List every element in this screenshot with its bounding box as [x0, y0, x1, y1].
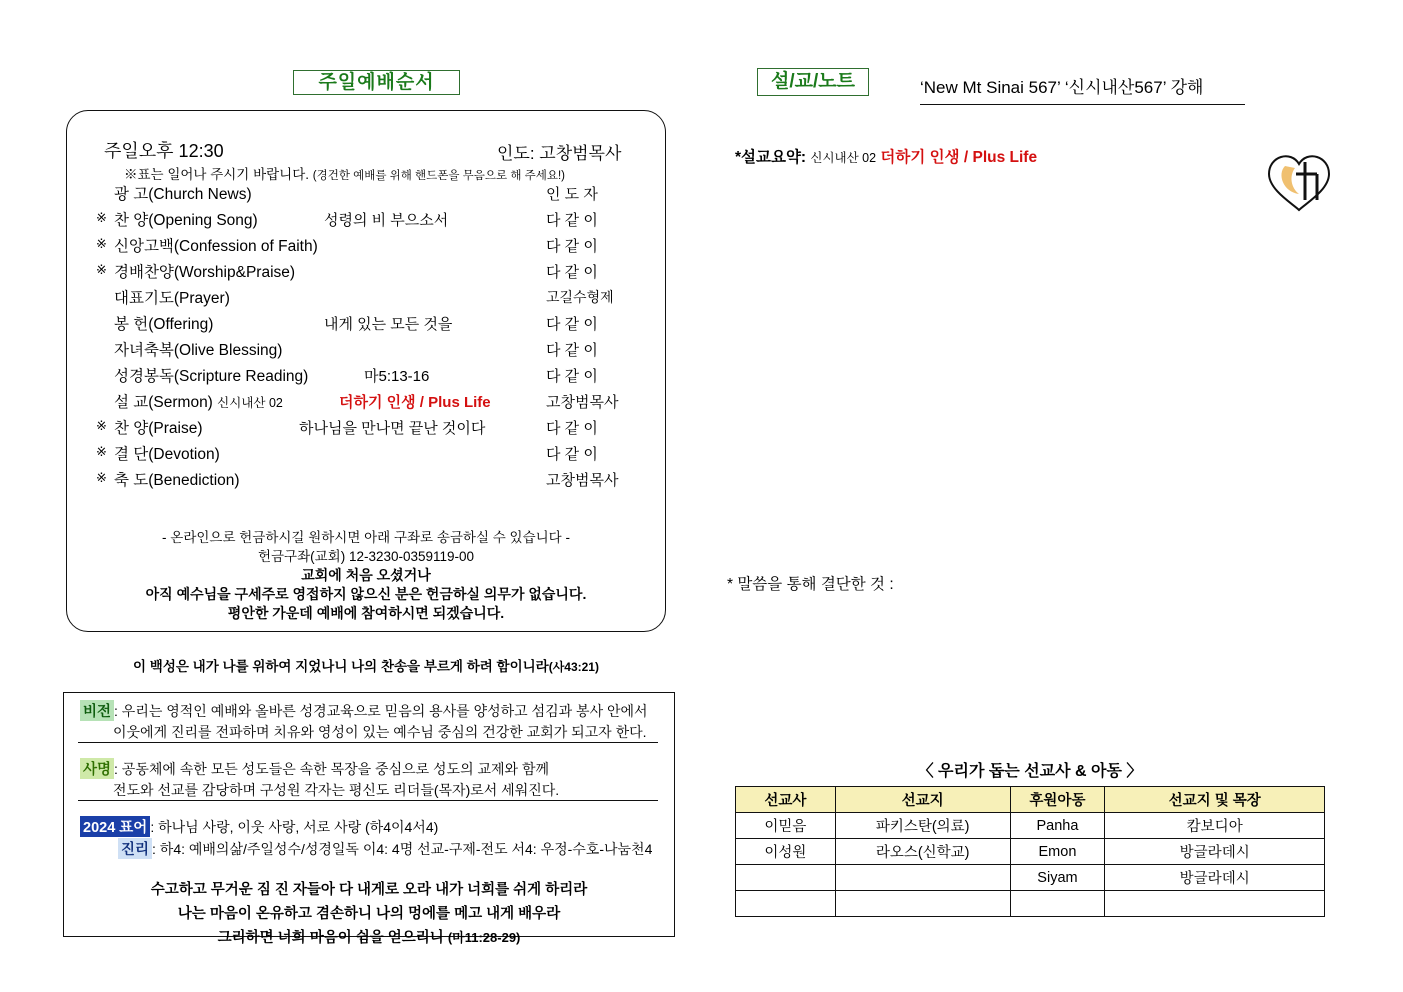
vision-text-1: 우리는 영적인 예배와 올바른 성경교육으로 믿음의 용사를 양성하고 섬김과 봉사 안에서 — [121, 703, 648, 719]
order-row — [96, 364, 646, 390]
cell-field-and-group — [1105, 891, 1325, 917]
order-row — [96, 260, 646, 286]
order-row — [96, 208, 646, 234]
order-item-name: 경배찬양(Worship&Praise) — [114, 264, 296, 281]
vision-text-2-row — [113, 722, 647, 742]
scripture-reference: 마5:13-16 — [364, 368, 430, 385]
divider-1 — [78, 742, 658, 743]
order-item-name: 결 단(Devotion) — [114, 446, 220, 463]
order-item-person: 다 같 이 — [546, 212, 598, 229]
column-header-field: 선교지 — [835, 787, 1010, 813]
cell-field: 파키스탄(의료) — [835, 813, 1010, 839]
order-item-name: 신앙고백(Confession of Faith) — [114, 238, 318, 255]
closing-line-3: 그리하면 너희 마음이 쉼을 얻으리니 — [217, 930, 444, 946]
vision-text-2: 이웃에게 진리를 전파하며 치유와 영성이 있는 예수님 중심의 건강한 교회가 되고자 한다. — [113, 724, 647, 740]
sermon-series-title-english: ‘New Mt Sinai 567’ — [920, 78, 1061, 97]
order-item-name: 찬 양(Praise) — [114, 420, 203, 437]
star-mark: ※ — [96, 236, 107, 251]
order-item-person: 고창범목사 — [546, 394, 619, 411]
mission-text-2-row — [113, 780, 559, 800]
sermon-summary-label: *설교요약: — [735, 149, 807, 166]
theme-verse-ref: (사43:21) — [548, 660, 599, 674]
star-mark: ※ — [96, 262, 107, 277]
order-of-worship-title: 주일예배순서 — [293, 70, 460, 95]
order-of-worship-list — [96, 182, 646, 494]
vision-row — [80, 700, 648, 721]
truth-tag: 진리 — [118, 838, 152, 859]
order-item-person: 다 같 이 — [546, 420, 598, 437]
mission-table-title: 〈 우리가 돕는 선교사 & 아동 〉 — [917, 763, 1143, 780]
cell-child: Emon — [1010, 839, 1105, 865]
offering-note-line-5: 평안한 가운데 예배에 참여하시면 되겠습니다. — [227, 605, 505, 621]
order-item-person: 다 같 이 — [546, 238, 598, 255]
cell-missionary — [736, 891, 836, 917]
truth-row — [118, 838, 652, 859]
table-header-row — [736, 787, 1325, 813]
order-item-detail: 성령의 비 부으소서 — [324, 212, 449, 229]
order-item-detail: 하나님을 만나면 끝난 것이다 — [299, 420, 486, 437]
service-time: 주일오후 12:30 — [104, 141, 224, 161]
goal-text: 하나님 사랑, 이웃 사랑, 서로 사랑 (하4이4서4) — [158, 819, 439, 835]
mission-text-1: 공동체에 속한 모든 성도들은 속한 목장을 중심으로 성도의 교제와 함께 — [121, 761, 549, 777]
order-item-person: 다 같 이 — [546, 316, 598, 333]
sermon-series-title — [920, 73, 1245, 105]
star-mark: ※ — [96, 444, 107, 459]
table-row — [736, 813, 1325, 839]
order-item-name: 대표기도(Prayer) — [114, 290, 230, 307]
closing-verse-ref: (마11:28-29) — [447, 930, 521, 945]
offering-note-line-3: 교회에 처음 오셨거나 — [301, 567, 431, 583]
mission-text-2: 전도와 선교를 감당하며 구성원 각자는 평신도 리더들(목자)로서 세워진다. — [113, 782, 560, 798]
goal-row — [80, 816, 438, 837]
mission-colon: : — [114, 761, 118, 777]
missionary-support-table — [735, 786, 1325, 917]
cell-missionary: 이성원 — [736, 839, 836, 865]
stand-note-main: ※표는 일어나 주시기 바랍니다. — [124, 167, 309, 182]
cell-missionary: 이믿음 — [736, 813, 836, 839]
vision-tag: 비전 — [80, 700, 114, 721]
order-item-person: 인 도 자 — [546, 186, 598, 203]
service-leader: 인도: 고창범목사 — [497, 144, 622, 163]
sermon-label: 설 교(Sermon) — [114, 394, 213, 411]
cell-field-and-group: 방글라데시 — [1105, 865, 1325, 891]
goal-colon: : — [150, 819, 155, 835]
mission-row — [80, 758, 549, 779]
cell-field — [835, 865, 1010, 891]
order-item-person: 고창범목사 — [546, 472, 619, 489]
star-mark: ※ — [96, 418, 107, 433]
divider-2 — [78, 800, 658, 801]
column-header-child: 후원아동 — [1010, 787, 1105, 813]
column-header-field-and-group: 선교지 및 목장 — [1105, 787, 1325, 813]
order-row — [96, 286, 646, 312]
offering-note-line-4: 아직 예수님을 구세주로 영접하지 않으신 분은 헌금하실 의무가 없습니다. — [145, 586, 587, 602]
order-row — [96, 338, 646, 364]
order-row — [96, 416, 646, 442]
theme-verse — [66, 655, 666, 675]
sermon-summary-heading — [735, 145, 1037, 167]
truth-text: 하4: 예배의삶/주일성수/성경일독 이4: 4명 선교-구제-전도 서4: 우정-수호-나눔천4 — [159, 841, 653, 857]
closing-line-1: 수고하고 무거운 짐 진 자들아 다 내게로 오라 내가 너희를 쉬게 하리라 — [150, 882, 588, 898]
order-row — [96, 312, 646, 338]
order-item-person: 다 같 이 — [546, 264, 598, 281]
star-mark: ※ — [96, 210, 107, 225]
table-row — [736, 839, 1325, 865]
cell-child: Siyam — [1010, 865, 1105, 891]
cell-field-and-group: 캄보디아 — [1105, 813, 1325, 839]
order-item-name: 성경봉독(Scripture Reading) — [114, 368, 309, 385]
closing-line-2: 나는 마음이 온유하고 겸손하니 나의 멍에를 메고 내게 배우라 — [177, 906, 561, 922]
offering-note-line-1: - 온라인으로 헌금하시길 원하시면 아래 구좌로 송금하실 수 있습니다 - — [162, 530, 570, 545]
order-item-person: 고길수형제 — [546, 289, 614, 305]
cell-field — [835, 891, 1010, 917]
stand-note — [124, 163, 565, 183]
order-row — [96, 468, 646, 494]
star-mark: ※ — [96, 470, 107, 485]
decision-heading: * 말씀을 통해 결단한 것 : — [727, 576, 894, 593]
goal-tag: 2024 표어 — [80, 816, 150, 837]
theme-verse-text: 이 백성은 내가 나를 위하여 지었나니 나의 찬송을 부르게 하려 함이니라 — [133, 659, 549, 674]
sermon-summary-topic: 더하기 인생 / Plus Life — [880, 149, 1038, 166]
truth-colon: : — [152, 841, 156, 857]
stand-note-paren: (경건한 예배를 위해 핸드폰을 무음으로 해 주세요!) — [312, 170, 565, 182]
order-row — [96, 234, 646, 260]
closing-line-3-row — [63, 926, 675, 950]
column-header-missionary: 선교사 — [736, 787, 836, 813]
order-item-person: 다 같 이 — [546, 342, 598, 359]
order-item-name: 찬 양(Opening Song) — [114, 212, 258, 229]
sermon-summary-series-ref: 신시내산 02 — [810, 151, 877, 165]
order-item-name — [114, 390, 283, 412]
cell-field-and-group: 방글라데시 — [1105, 839, 1325, 865]
vision-colon: : — [114, 703, 118, 719]
offering-account: 헌금구좌(교회) 12-3230-0359119-00 — [257, 549, 475, 564]
order-item-name: 축 도(Benediction) — [114, 472, 240, 489]
cell-child: Panha — [1010, 813, 1105, 839]
cell-missionary — [736, 865, 836, 891]
order-item-name: 광 고(Church News) — [114, 186, 252, 203]
closing-verse — [63, 878, 675, 950]
order-row — [96, 442, 646, 468]
sermon-series-title-korean: ‘신시내산567’ 강해 — [1064, 78, 1204, 97]
table-row — [736, 865, 1325, 891]
order-item-detail: 내게 있는 모든 것을 — [324, 316, 453, 333]
sermon-note-title: 설/교/노트 — [757, 68, 869, 96]
mission-tag: 사명 — [80, 758, 114, 779]
cell-field: 라오스(신학교) — [835, 839, 1010, 865]
order-item-person: 다 같 이 — [546, 446, 598, 463]
church-logo-icon — [1265, 148, 1335, 212]
offering-note — [66, 528, 666, 623]
table-row — [736, 891, 1325, 917]
sermon-topic: 더하기 인생 / Plus Life — [339, 394, 491, 411]
sermon-series-ref: 신시내산 02 — [217, 396, 283, 410]
order-row-sermon — [96, 390, 646, 416]
order-item-person: 다 같 이 — [546, 368, 598, 385]
order-row — [96, 182, 646, 208]
order-item-name: 봉 헌(Offering) — [114, 316, 214, 333]
order-item-name: 자녀축복(Olive Blessing) — [114, 342, 283, 359]
cell-child — [1010, 891, 1105, 917]
